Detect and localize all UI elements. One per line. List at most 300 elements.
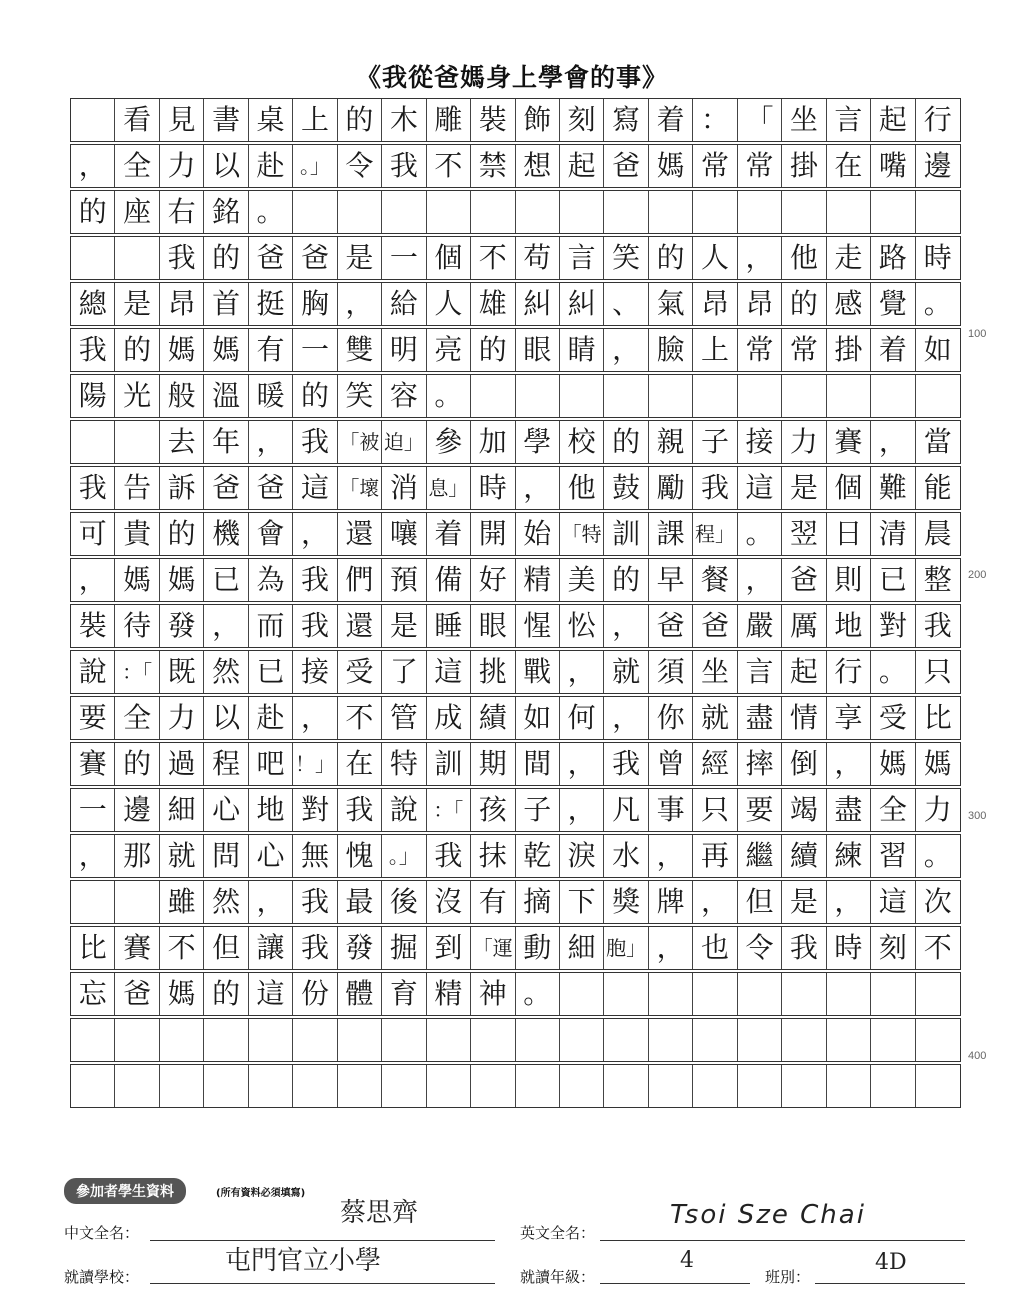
essay-cell: 給 [382, 283, 426, 325]
essay-cell: 但 [738, 881, 782, 923]
essay-cell: 昂 [693, 283, 737, 325]
essay-cell: 眼 [516, 329, 560, 371]
essay-cell: 下 [560, 881, 604, 923]
essay-cell: 他 [560, 467, 604, 509]
essay-cell: 息」 [427, 467, 471, 509]
essay-cell: 不 [471, 237, 515, 279]
essay-cell: 這 [427, 651, 471, 693]
essay-cell: 習 [871, 835, 915, 877]
essay-cell: 我 [71, 467, 115, 509]
essay-cell: 愧 [338, 835, 382, 877]
essay-cell [293, 1065, 337, 1107]
essay-cell [471, 375, 515, 417]
essay-cell: 厲 [782, 605, 826, 647]
essay-cell [115, 421, 159, 463]
essay-cell [338, 1019, 382, 1061]
essay-cell [427, 1065, 471, 1107]
essay-cell [560, 191, 604, 233]
essay-cell: 成 [427, 697, 471, 739]
essay-cell: 銘 [204, 191, 248, 233]
essay-cell: 整 [923, 563, 952, 596]
essay-cell: 裝 [471, 99, 515, 141]
essay-cell [115, 1019, 159, 1061]
essay-row [70, 650, 961, 694]
grade-line [600, 1283, 750, 1284]
essay-cell: 笑 [338, 375, 382, 417]
essay-cell [693, 375, 737, 417]
essay-cell: 亮 [427, 329, 471, 371]
essay-cell: 感 [827, 283, 871, 325]
essay-cell: 鼓 [604, 467, 648, 509]
essay-cell [782, 973, 826, 1015]
essay-cell: 日 [827, 513, 871, 555]
essay-cell: 不 [338, 697, 382, 739]
essay-cell: 貴 [115, 513, 159, 555]
essay-row [70, 1064, 961, 1108]
essay-cell: ， [293, 513, 337, 555]
essay-cell [827, 191, 871, 233]
essay-cell: 坐 [693, 651, 737, 693]
essay-cell [516, 1065, 560, 1107]
essay-row [70, 880, 961, 924]
essay-cell: 比 [71, 927, 115, 969]
essay-cell: 一 [71, 789, 115, 831]
essay-cell: 摘 [516, 881, 560, 923]
essay-row [70, 144, 961, 188]
char-count-mark: 200 [968, 569, 987, 581]
essay-cell [738, 375, 782, 417]
essay-cell [338, 1065, 382, 1107]
essay-cell: 赴 [249, 697, 293, 739]
essay-cell [827, 375, 871, 417]
english-name-line [600, 1240, 965, 1241]
essay-cell: 媽 [871, 743, 915, 785]
essay-cell: 行 [923, 103, 952, 136]
essay-cell: ， [71, 559, 115, 601]
essay-cell: 令 [338, 145, 382, 187]
essay-cell [827, 1065, 871, 1107]
essay-cell: 預 [382, 559, 426, 601]
essay-cell: ， [604, 329, 648, 371]
essay-cell: 令 [738, 927, 782, 969]
essay-cell: 比 [923, 701, 952, 734]
essay-cell: 常 [782, 329, 826, 371]
essay-cell: 陽 [71, 375, 115, 417]
school-value[interactable]: 屯門官立小學 [225, 1246, 382, 1276]
essay-row [70, 374, 961, 418]
essay-cell: 了 [382, 651, 426, 693]
essay-cell: 爸 [249, 237, 293, 279]
essay-cell: 時 [827, 927, 871, 969]
essay-cell [782, 191, 826, 233]
essay-cell: ， [249, 421, 293, 463]
essay-cell [604, 1065, 648, 1107]
essay-cell: 晨 [923, 517, 952, 550]
essay-cell: 事 [649, 789, 693, 831]
essay-cell: 會 [249, 513, 293, 555]
essay-cell: 何 [560, 697, 604, 739]
essay-cell: 的 [338, 99, 382, 141]
essay-cell: 、 [604, 283, 648, 325]
essay-cell: 受 [871, 697, 915, 739]
essay-cell: 只 [923, 655, 952, 688]
essay-row [70, 328, 961, 372]
essay-cell: ， [560, 743, 604, 785]
essay-cell: 的 [160, 513, 204, 555]
essay-cell: 接 [293, 651, 337, 693]
essay-cell [71, 1065, 115, 1107]
essay-cell: 讓 [249, 927, 293, 969]
essay-cell [738, 191, 782, 233]
class-value[interactable]: 4D [875, 1250, 907, 1275]
essay-cell: 看 [115, 99, 159, 141]
essay-cell: 力 [160, 145, 204, 187]
essay-cell: 淚 [560, 835, 604, 877]
essay-cell: 當 [923, 425, 952, 458]
essay-row [70, 282, 961, 326]
essay-cell: 胸 [293, 283, 337, 325]
essay-cell: 期 [471, 743, 515, 785]
essay-cell: 媽 [115, 559, 159, 601]
essay-cell: 們 [338, 559, 382, 601]
school-label: 就讀學校： [64, 1268, 140, 1286]
essay-cell [604, 973, 648, 1015]
essay-row [70, 98, 961, 142]
essay-cell: 那 [115, 835, 159, 877]
essay-cell: 上 [293, 99, 337, 141]
essay-cell [516, 191, 560, 233]
essay-row [70, 972, 961, 1016]
essay-cell: 抹 [471, 835, 515, 877]
essay-cell: 時 [471, 467, 515, 509]
essay-cell: 水 [604, 835, 648, 877]
essay-cell: 在 [827, 145, 871, 187]
essay-cell: 告 [115, 467, 159, 509]
english-name-value[interactable]: Tsoi Sze Chai [670, 1200, 866, 1230]
essay-cell: 後 [382, 881, 426, 923]
essay-cell: 路 [871, 237, 915, 279]
essay-cell: 地 [827, 605, 871, 647]
essay-cell: 竭 [782, 789, 826, 831]
essay-cell: 着 [649, 99, 693, 141]
essay-cell: 享 [827, 697, 871, 739]
essay-cell [293, 191, 337, 233]
essay-cell: 續 [782, 835, 826, 877]
essay-cell [115, 237, 159, 279]
essay-cell: 只 [693, 789, 737, 831]
essay-cell [604, 1019, 648, 1061]
essay-cell: 赴 [249, 145, 293, 187]
essay-cell: 的 [649, 237, 693, 279]
essay-cell: 眼 [471, 605, 515, 647]
essay-cell: ， [827, 743, 871, 785]
essay-cell: 子 [693, 421, 737, 463]
essay-cell: 校 [560, 421, 604, 463]
essay-cell: 的 [293, 375, 337, 417]
essay-cell: 對 [293, 789, 337, 831]
essay-cell: 曾 [649, 743, 693, 785]
essay-cell: ， [738, 237, 782, 279]
essay-cell: 行 [827, 651, 871, 693]
essay-cell: 是 [382, 605, 426, 647]
essay-cell: 翌 [782, 513, 826, 555]
essay-cell: ， [693, 881, 737, 923]
essay-cell: 我 [293, 881, 337, 923]
essay-cell: 睛 [560, 329, 604, 371]
essay-cell: ， [516, 467, 560, 509]
chinese-name-value[interactable]: 蔡思齊 [340, 1198, 419, 1228]
essay-cell: 般 [160, 375, 204, 417]
essay-cell [871, 1019, 915, 1061]
essay-cell: 爸 [115, 973, 159, 1015]
essay-cell: ， [560, 789, 604, 831]
essay-cell: 媽 [204, 329, 248, 371]
essay-cell: ， [827, 881, 871, 923]
essay-cell [115, 881, 159, 923]
essay-cell: 難 [871, 467, 915, 509]
essay-cell: 苟 [516, 237, 560, 279]
essay-cell: 備 [427, 559, 471, 601]
essay-cell: 精 [516, 559, 560, 601]
essay-cell [71, 421, 115, 463]
essay-cell: 媽 [160, 559, 204, 601]
essay-cell: 練 [827, 835, 871, 877]
essay-cell: 還 [338, 605, 382, 647]
essay-cell: 雙 [338, 329, 382, 371]
essay-cell: 「壞 [338, 467, 382, 509]
essay-cell: 精 [427, 973, 471, 1015]
essay-cell: 清 [871, 513, 915, 555]
essay-cell: 。 [516, 973, 560, 1015]
essay-cell: 惺 [516, 605, 560, 647]
essay-cell: 說 [71, 651, 115, 693]
essay-cell: 動 [516, 927, 560, 969]
essay-cell: 上 [693, 329, 737, 371]
essay-cell [871, 1065, 915, 1107]
essay-cell [649, 191, 693, 233]
essay-cell: 爸 [693, 605, 737, 647]
essay-cell [560, 1019, 604, 1061]
essay-cell: ， [871, 421, 915, 463]
essay-cell: 牌 [649, 881, 693, 923]
essay-cell: 倒 [782, 743, 826, 785]
essay-cell [693, 1019, 737, 1061]
essay-cell: 沒 [427, 881, 471, 923]
essay-cell: 裝 [71, 605, 115, 647]
essay-cell: 邊 [115, 789, 159, 831]
essay-cell: 昂 [160, 283, 204, 325]
essay-cell: 有 [471, 881, 515, 923]
class-line [815, 1283, 965, 1284]
essay-cell: 賽 [827, 421, 871, 463]
essay-row [70, 696, 961, 740]
essay-row [70, 742, 961, 786]
essay-cell [649, 1019, 693, 1061]
essay-cell [871, 375, 915, 417]
essay-cell: 。 [738, 513, 782, 555]
essay-cell: ： [693, 99, 737, 141]
essay-cell: 我 [338, 789, 382, 831]
essay-cell [160, 1065, 204, 1107]
essay-cell [115, 1065, 159, 1107]
essay-cell: 子 [516, 789, 560, 831]
essay-cell [916, 973, 960, 1015]
essay-cell: 的 [115, 329, 159, 371]
essay-cell [516, 1019, 560, 1061]
essay-cell: 發 [338, 927, 382, 969]
essay-cell [693, 1065, 737, 1107]
essay-cell: 掛 [782, 145, 826, 187]
essay-cell: 時 [923, 241, 952, 274]
essay-cell: 始 [516, 513, 560, 555]
essay-cell: 是 [115, 283, 159, 325]
essay-row [70, 190, 961, 234]
essay-cell: 也 [693, 927, 737, 969]
essay-cell: 體 [338, 973, 382, 1015]
essay-cell: 坐 [782, 99, 826, 141]
essay-cell: 着 [871, 329, 915, 371]
essay-cell: 「 [738, 99, 782, 141]
essay-cell: 然 [204, 651, 248, 693]
essay-cell: 「特 [560, 513, 604, 555]
essay-cell: 飾 [516, 99, 560, 141]
essay-cell: 睡 [427, 605, 471, 647]
english-name-label: 英文全名： [520, 1224, 596, 1242]
essay-cell [604, 191, 648, 233]
essay-cell: 次 [923, 885, 952, 918]
essay-cell [916, 375, 960, 417]
essay-cell: 但 [204, 927, 248, 969]
essay-cell: 全 [871, 789, 915, 831]
essay-cell: 課 [649, 513, 693, 555]
essay-cell [738, 1065, 782, 1107]
essay-cell [471, 1019, 515, 1061]
essay-cell [560, 973, 604, 1015]
essay-cell: 雖 [160, 881, 204, 923]
essay-cell: 經 [693, 743, 737, 785]
essay-cell: 掘 [382, 927, 426, 969]
essay-cell [71, 881, 115, 923]
essay-cell: 力 [160, 697, 204, 739]
essay-cell [649, 973, 693, 1015]
essay-cell: ， [204, 605, 248, 647]
essay-cell: ， [560, 651, 604, 693]
essay-cell: 待 [115, 605, 159, 647]
essay-cell: 爸 [782, 559, 826, 601]
essay-cell [160, 1019, 204, 1061]
essay-cell: 訴 [160, 467, 204, 509]
essay-cell: 右 [160, 191, 204, 233]
essay-cell: 已 [204, 559, 248, 601]
char-count-mark: 400 [968, 1050, 987, 1062]
essay-cell: 言 [560, 237, 604, 279]
essay-cell [693, 191, 737, 233]
essay-cell: 則 [827, 559, 871, 601]
essay-cell: 美 [560, 559, 604, 601]
essay-cell: 臉 [649, 329, 693, 371]
essay-cell: 常 [693, 145, 737, 187]
essay-cell: 這 [871, 881, 915, 923]
essay-cell: 問 [204, 835, 248, 877]
essay-cell: 。 [871, 651, 915, 693]
essay-row [70, 788, 961, 832]
essay-cell: ， [649, 927, 693, 969]
essay-cell: 吧 [249, 743, 293, 785]
essay-cell: 。 [923, 839, 952, 872]
essay-cell: 我 [382, 145, 426, 187]
essay-row [70, 558, 961, 602]
essay-cell [782, 375, 826, 417]
essay-cell [782, 1019, 826, 1061]
essay-cell: 見 [160, 99, 204, 141]
essay-cell: 心 [249, 835, 293, 877]
essay-cell: 言 [738, 651, 782, 693]
essay-cell: 就 [160, 835, 204, 877]
essay-cell: 受 [338, 651, 382, 693]
essay-cell: 我 [604, 743, 648, 785]
essay-cell: 乾 [516, 835, 560, 877]
essay-cell [204, 1065, 248, 1107]
essay-cell: 我 [923, 609, 952, 642]
essay-cell [827, 1019, 871, 1061]
essay-cell: 這 [249, 973, 293, 1015]
essay-cell: 人 [427, 283, 471, 325]
essay-cell: 早 [649, 559, 693, 601]
essay-cell: 如 [923, 333, 952, 366]
essay-cell [604, 375, 648, 417]
essay-cell: 一 [382, 237, 426, 279]
essay-cell: 我 [293, 605, 337, 647]
essay-cell: ：「 [427, 789, 471, 831]
essay-cell: 程 [204, 743, 248, 785]
essay-cell: 忘 [71, 973, 115, 1015]
essay-cell: 人 [693, 237, 737, 279]
essay-cell: 他 [782, 237, 826, 279]
essay-cell: 地 [249, 789, 293, 831]
essay-cell: 首 [204, 283, 248, 325]
essay-cell: 接 [738, 421, 782, 463]
essay-cell: 既 [160, 651, 204, 693]
essay-cell [249, 1065, 293, 1107]
essay-cell: 的 [471, 329, 515, 371]
essay-cell: 不 [923, 931, 952, 964]
essay-cell: ！」 [293, 743, 337, 785]
essay-cell [916, 1019, 960, 1061]
essay-cell: 暖 [249, 375, 293, 417]
essay-cell: 邊 [923, 149, 952, 182]
essay-cell: 戰 [516, 651, 560, 693]
essay-cell: 溫 [204, 375, 248, 417]
essay-cell: 為 [249, 559, 293, 601]
essay-cell: ， [604, 605, 648, 647]
essay-cell: 須 [649, 651, 693, 693]
student-info-badge: 參加者學生資料 [64, 1178, 186, 1204]
essay-cell: 你 [649, 697, 693, 739]
essay-cell: 摔 [738, 743, 782, 785]
grade-value[interactable]: 4 [680, 1248, 694, 1273]
essay-cell: 年 [204, 421, 248, 463]
essay-cell: ， [71, 835, 115, 877]
essay-cell: 言 [827, 99, 871, 141]
essay-cell: 以 [204, 697, 248, 739]
page-title: 《我從爸媽身上學會的事》 [355, 63, 668, 92]
essay-cell: 獎 [604, 881, 648, 923]
essay-cell: ， [738, 559, 782, 601]
essay-cell: 不 [427, 145, 471, 187]
essay-cell: 說 [382, 789, 426, 831]
essay-cell [738, 973, 782, 1015]
essay-cell: 加 [471, 421, 515, 463]
